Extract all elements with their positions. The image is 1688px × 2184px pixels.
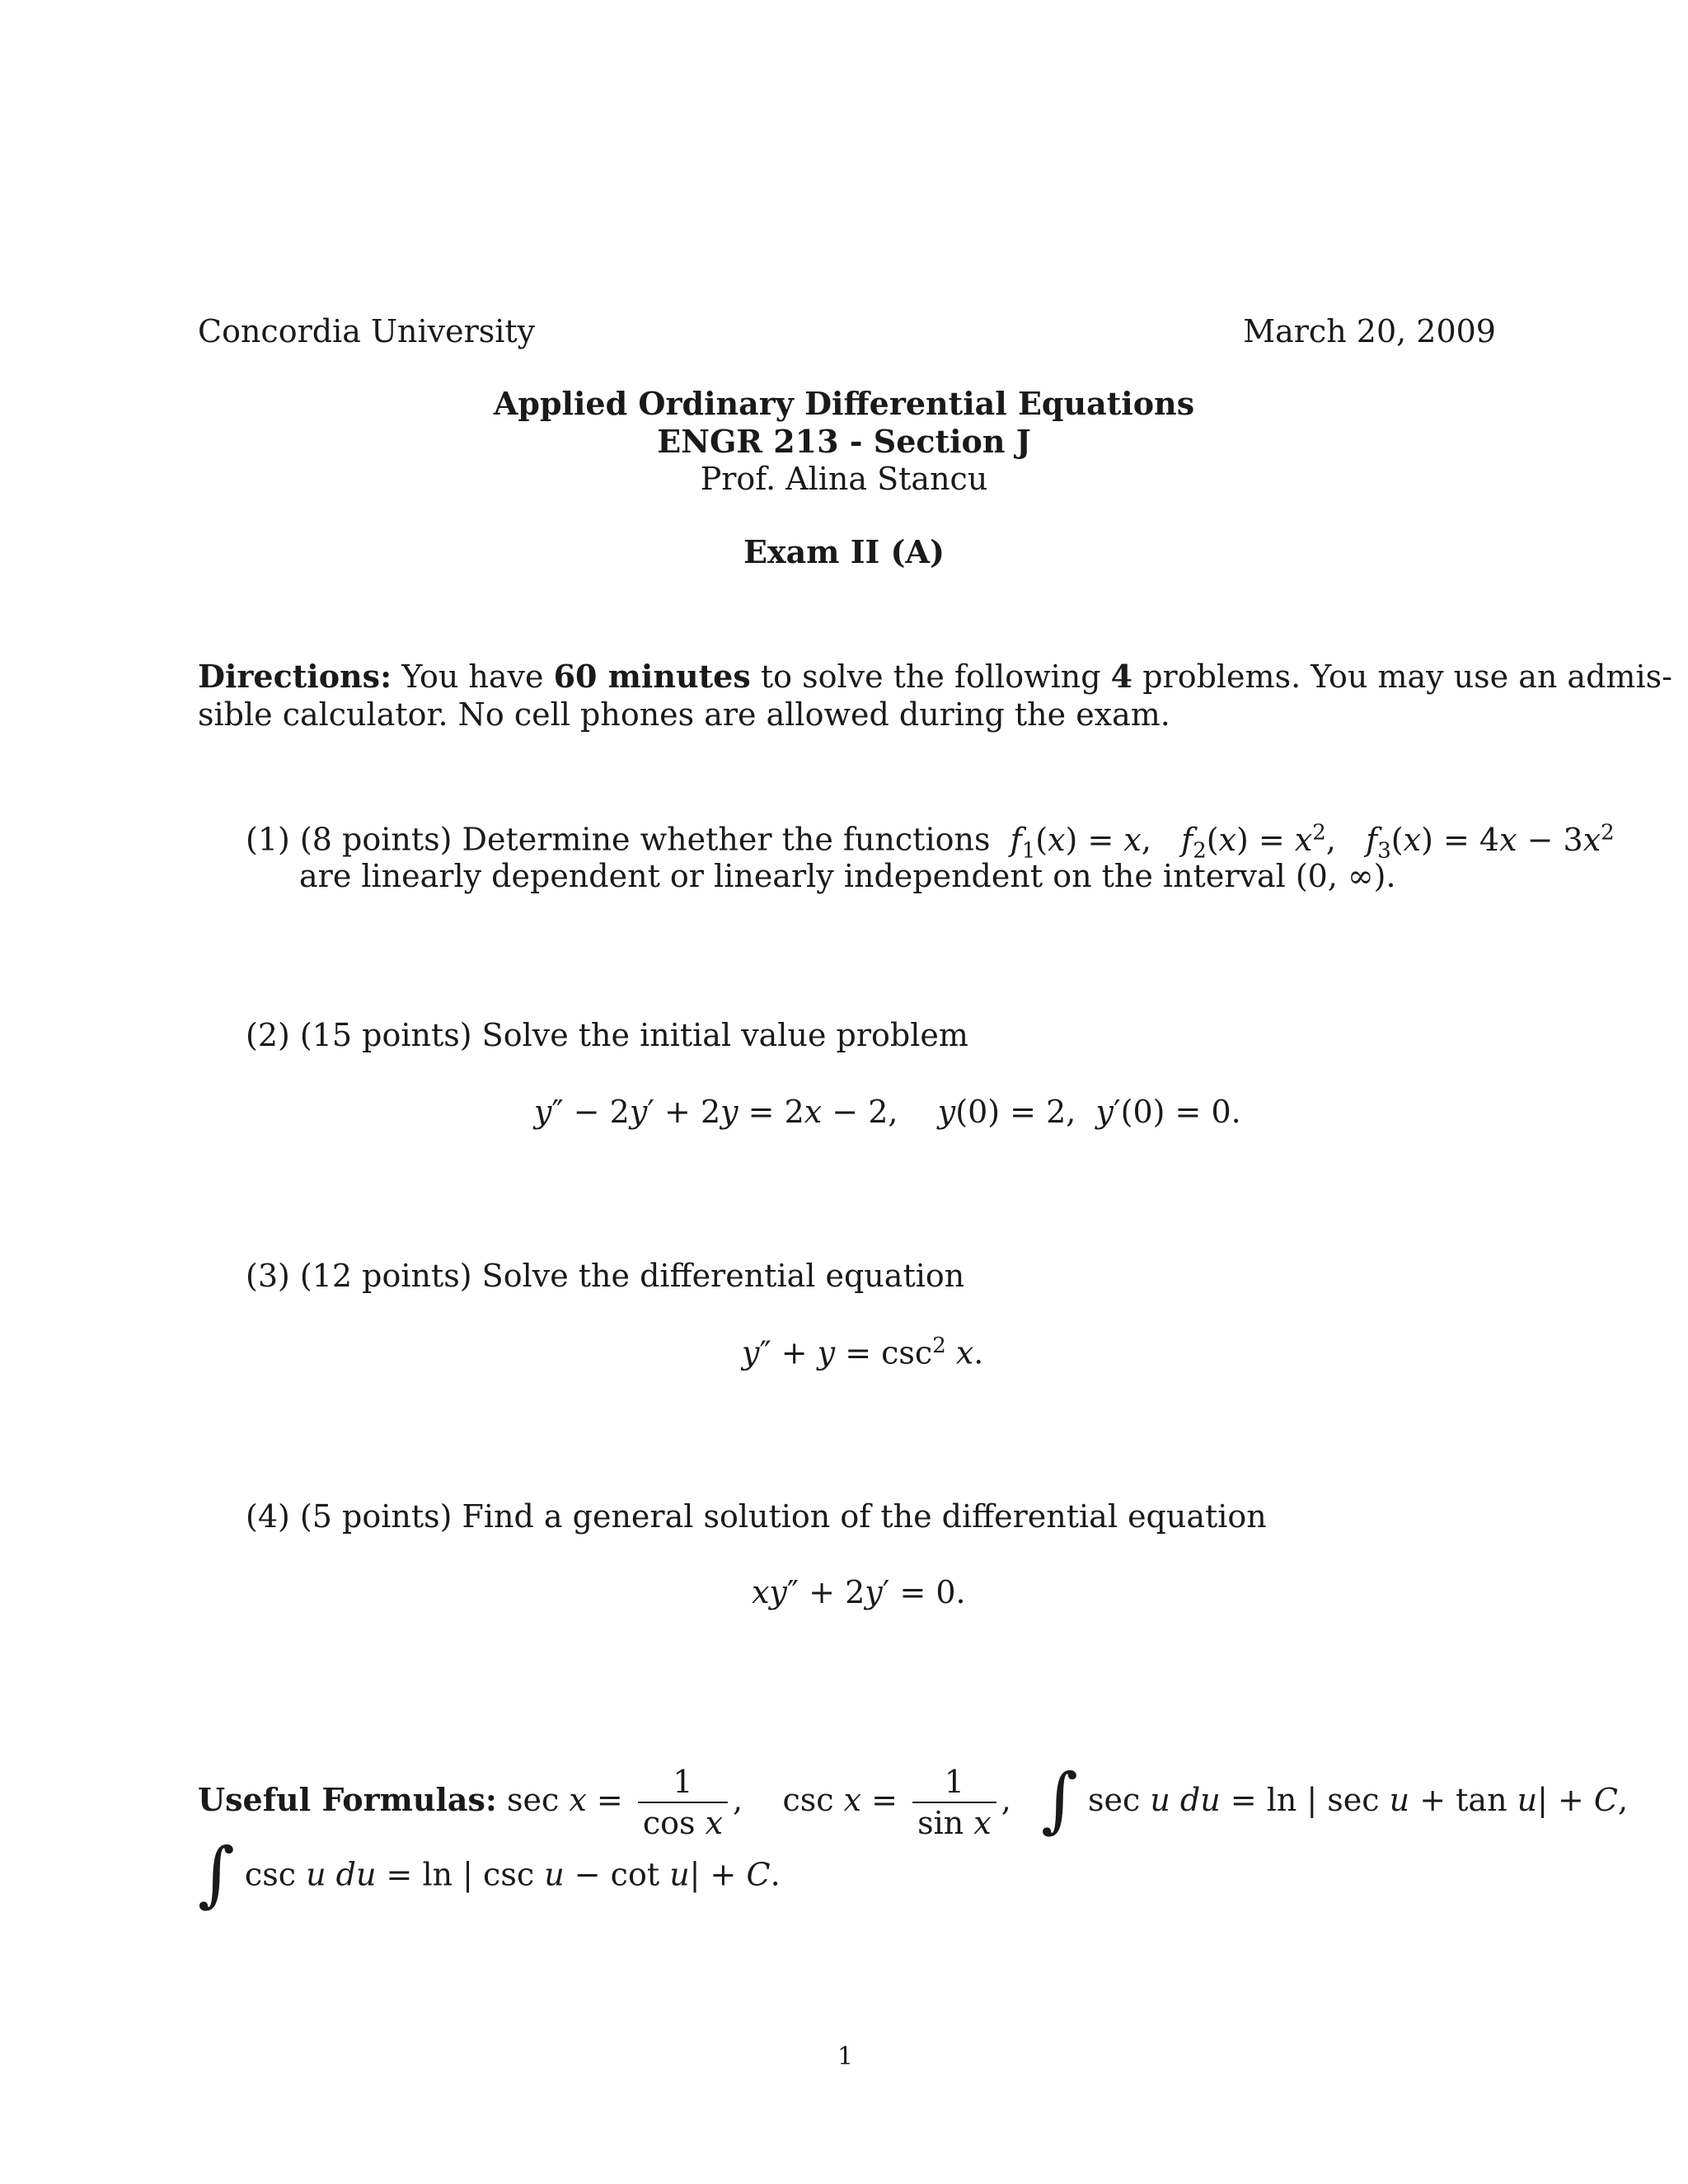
formulas-label: Useful Formulas:: [198, 1781, 497, 1819]
formulas-line-2: ∫ csc u du = ln | csc u − cot u| + C.: [198, 1833, 781, 1915]
course-code: ENGR 213 - Section J: [657, 423, 1031, 460]
course-title: Applied Ordinary Differential Equations: [493, 385, 1195, 422]
problem-3: [246, 1258, 964, 1296]
institution: Concordia University: [198, 313, 536, 349]
problem-number: (4): [246, 1498, 290, 1535]
directions-label: Directions:: [198, 658, 392, 695]
formulas-line-1: Useful Formulas: sec x = $\frac{1}{\text{cos x}}$ , csc x = $\frac{1}{\text{sin x}}$ , ∫ sec u du = ln | sec u + tan u| + C,: [198, 1758, 1629, 1841]
problem-4-equation: xy″ + 2y′ = 0.: [752, 1574, 966, 1610]
directions-count: 4: [1110, 658, 1133, 695]
problem-3-equation: $y'' + y = \csc^2 x$.: [742, 1333, 984, 1371]
page-number: 1: [837, 2042, 854, 2071]
problem-2: [246, 1017, 968, 1055]
exam-title: Exam II (A): [743, 533, 945, 570]
problem-1-functions: $f_1(x) = x$, $f_2(x) = x^2$, $f_3(x) = 4x - 3x^2$: [1010, 820, 1615, 864]
problem-text: (15 points) Solve the initial value problem: [299, 1017, 968, 1053]
problem-number: (3): [246, 1258, 290, 1294]
fraction-1-over-cos: $\frac{1}{\text{cos x}}$: [638, 1764, 728, 1842]
directions-line-1: Directions: You have 60 minutes to solve the following 4 problems. You may use an admis-: [198, 658, 1672, 695]
problem-4: [246, 1498, 1267, 1536]
directions-line-2: sible calculator. No cell phones are allowed during the exam.: [198, 696, 1170, 733]
problem-2-equation: y″ − 2y′ + 2y = 2x − 2, y(0) = 2, y′(0) = 0.: [534, 1094, 1241, 1130]
exam-date: March 20, 2009: [1243, 313, 1496, 349]
problem-text: (12 points) Solve the differential equation: [299, 1258, 965, 1294]
problem-text: (5 points) Find a general solution of the differential equation: [299, 1498, 1267, 1535]
integral-sign: ∫: [198, 1833, 235, 1915]
problem-text: (8 points) Determine whether the functions: [299, 821, 991, 858]
problem-1-line-2: are linearly dependent or linearly independent on the interval (0, ∞).: [299, 858, 1396, 894]
integral-sign: ∫: [1041, 1758, 1078, 1841]
problem-number: (1): [246, 821, 290, 858]
directions-minutes: 60 minutes: [553, 658, 751, 695]
professor-name: Prof. Alina Stancu: [700, 461, 988, 497]
fraction-1-over-sin: $\frac{1}{\text{sin x}}$: [912, 1764, 996, 1842]
problem-number: (2): [246, 1017, 290, 1053]
